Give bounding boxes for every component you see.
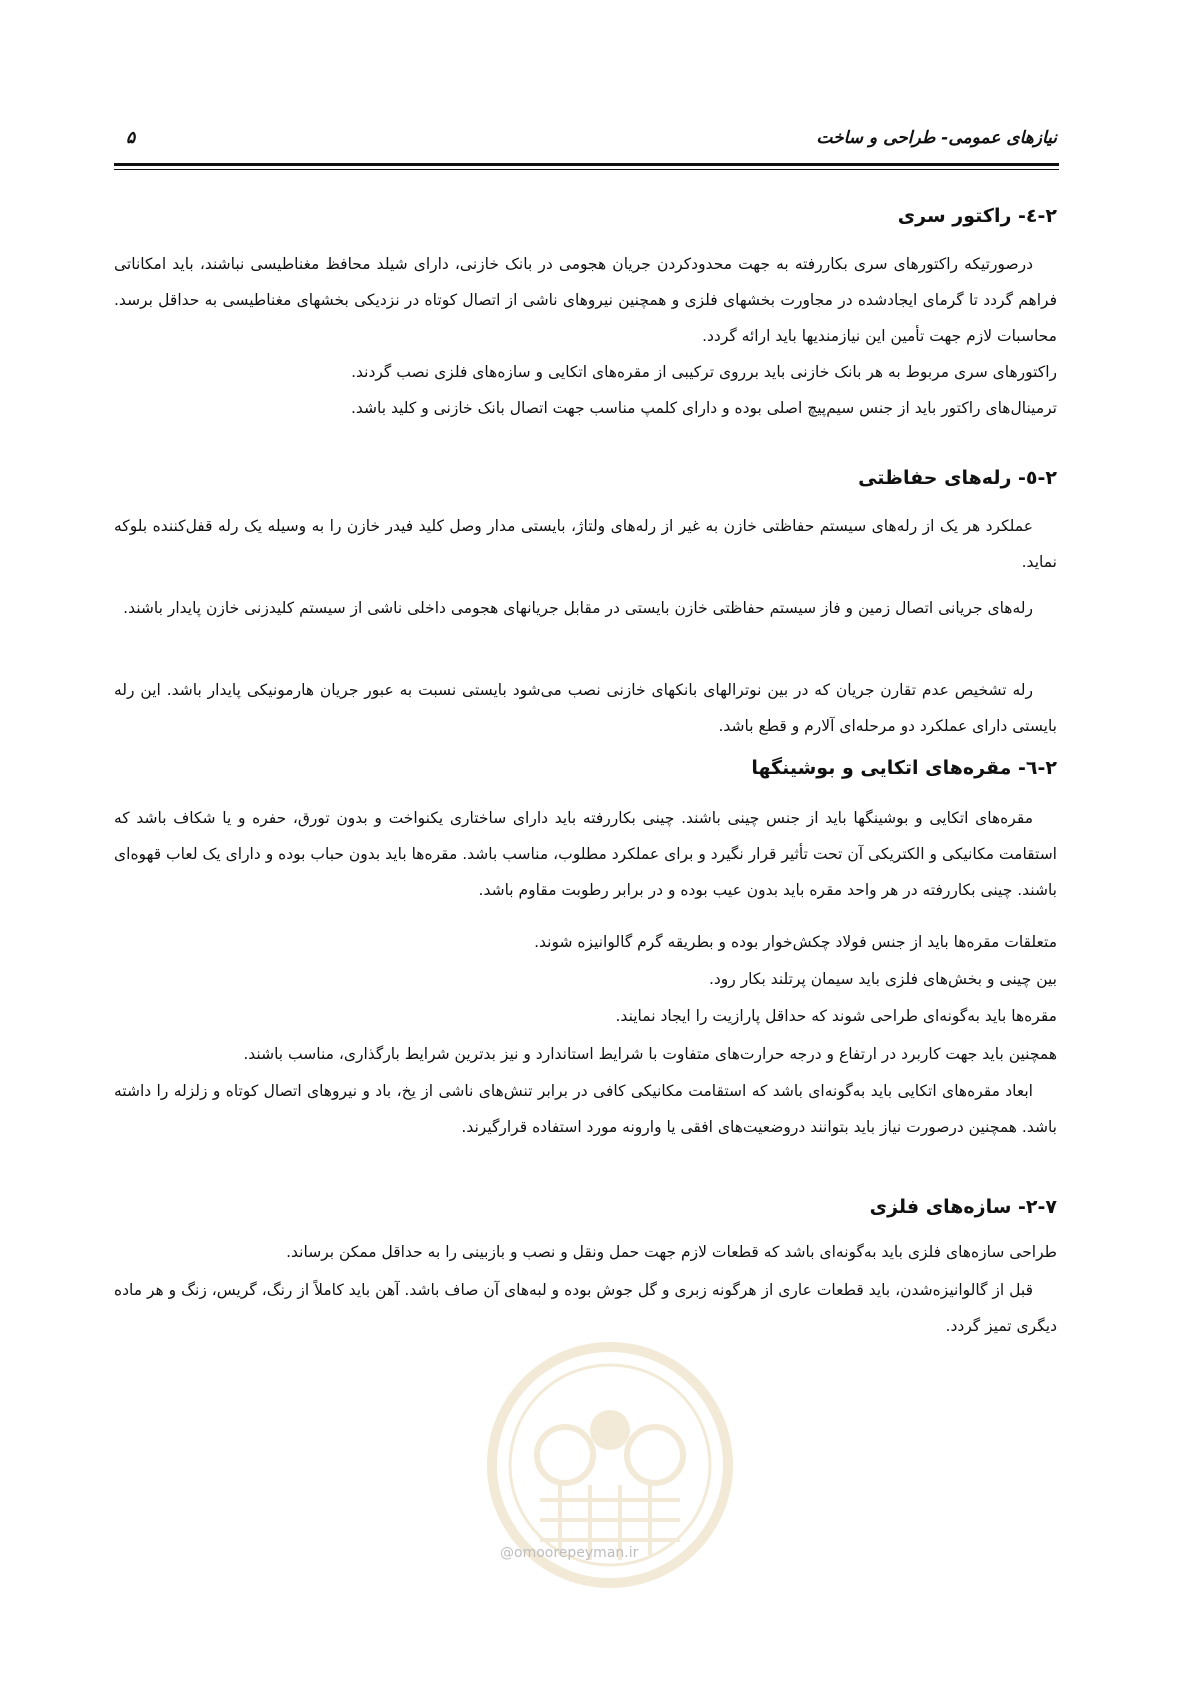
paragraph: درصورتیکه راکتورهای سری بکاررفته به جهت محدودکردن جریان هجومی در بانک خازنی، دارای شیلد محافظ مغناطیسی نباشند، باید امکاناتی فراهم گردد تا گرمای ایجادشده در مجاورت بخشهای فلزی و همچنین نیروهای ناشی از اتصال کوتاه در نزدیکی بخشهای مغناطیسی به حداقل برسد. محاسبات لازم جهت تأمین این نیازمندیها باید ارائه گردد.: [114, 255, 1057, 345]
running-header-title: نیازهای عمومی- طراحی و ساخت: [816, 128, 1057, 148]
watermark-text: @omoorepeyman.ir: [500, 1545, 639, 1561]
paragraph-text: مقره‌ها باید به‌گونه‌ای طراحی شوند که حداقل پارازیت را ایجاد نمایند.: [615, 1007, 1057, 1025]
header-rule-thick: [114, 163, 1059, 166]
paragraph: ابعاد مقره‌های اتکایی باید به‌گونه‌ای باشد که استقامت مکانیکی کافی در برابر تنش‌های ناشی از یخ، باد و نیروهای اتصال کوتاه و زلزله را داشته باشد. همچنین درصورت نیاز باید بتوانند دروضعیت‌های افقی یا وارونه مورد استفاده قرارگیرند.: [114, 1082, 1057, 1136]
paragraph: قبل از گالوانیزه‌شدن، باید قطعات عاری از هرگونه زبری و گل جوش بوده و لبه‌های آن صاف باشد. آهن باید کاملاً از رنگ، گریس، زنگ و هر ماده دیگری تمیز گردد.: [114, 1281, 1057, 1335]
paragraph: رله‌های جریانی اتصال زمین و فاز سیستم حفاظتی خازن بایستی در مقابل جریانهای هجومی داخلی ناشی از سیستم کلیدزنی خازن پایدار باشند.: [123, 599, 1033, 617]
paragraph-line: [327, 354, 1057, 390]
paragraph: مقره‌های اتکایی و بوشینگها باید از جنس چینی باشند. چینی بکاررفته باید دارای ساختاری یکنواخت و بدون تورق، حفره و یا شکاف باشد که استقامت مکانیکی و الکتریکی آن تحت تأثیر قرار نگیرد و برای عملکرد مطلوب، مناسب باشد. مقره‌ها باید بدون حباب بوده و دارای یک لعاب قهوه‌ای باشند. چینی بکاررفته در هر واحد مقره باید بدون عیب بوده و در برابر رطوبت مقاوم باشد.: [114, 809, 1057, 899]
paragraph-text: همچنین باید جهت کاربرد در ارتفاع و درجه حرارت‌های متفاوت با شرایط استاندارد و نیز بدترین شرایط بارگذاری، مناسب باشند.: [243, 1045, 1057, 1063]
paragraph-line: [262, 1234, 1057, 1270]
paragraph-line: [685, 961, 1057, 997]
section-heading-insulators-bushings: ۲-٦- مقره‌های اتکایی و بوشینگها: [751, 757, 1057, 779]
paragraph: عملکرد هر یک از رله‌های سیستم حفاظتی خازن به غیر از رله‌های ولتاژ، بایستی مدار وصل کلید فیدر خازن را به وسیله یک رله قفل‌کننده بلوکه نماید.: [114, 517, 1057, 571]
paragraph-text: طراحی سازه‌های فلزی باید به‌گونه‌ای باشد که قطعات لازم جهت حمل ونقل و نصب و بازبینی را به حداقل ممکن برساند.: [286, 1243, 1057, 1261]
paragraph-text: متعلقات مقره‌ها باید از جنس فولاد چکش‌خوار بوده و بطریقه گرم گالوانیزه شوند.: [534, 933, 1057, 951]
paragraph-text: راکتورهای سری مربوط به هر بانک خازنی باید برروی ترکیبی از مقره‌های اتکایی و سازه‌های فلزی نصب گردند.: [351, 363, 1057, 381]
paragraph: رله تشخیص عدم تقارن جریان که در بین نوترالهای بانکهای خازنی نصب می‌شود بایستی نسبت به عبور جریان هارمونیکی پایدار باشد. این رله بایستی دارای عملکرد دو مرحله‌ای آلارم و قطع باشد.: [114, 681, 1057, 735]
header-rule-thin: [114, 169, 1059, 170]
section-heading-protective-relays: ۲-٥- رله‌های حفاظتی: [858, 467, 1057, 489]
paragraph-text: بین چینی و بخش‌های فلزی باید سیمان پرتلند بکار رود.: [708, 970, 1057, 988]
page-number: ۵: [126, 128, 136, 148]
paragraph-line: [327, 390, 1057, 426]
paragraph-line: [219, 1036, 1057, 1072]
paragraph-text: ترمینال‌های راکتور باید از جنس سیم‌پیچ اصلی بوده و دارای کلمپ مناسب جهت اتصال بانک خازنی و کلید باشد.: [350, 399, 1057, 417]
section-heading-series-reactor: ۲-٤- راکتور سری: [897, 205, 1057, 227]
paragraph-line: [592, 998, 1058, 1034]
section-heading-metal-structures: ۲-۷- سازه‌های فلزی: [869, 1196, 1057, 1218]
paragraph-line: [510, 924, 1057, 960]
